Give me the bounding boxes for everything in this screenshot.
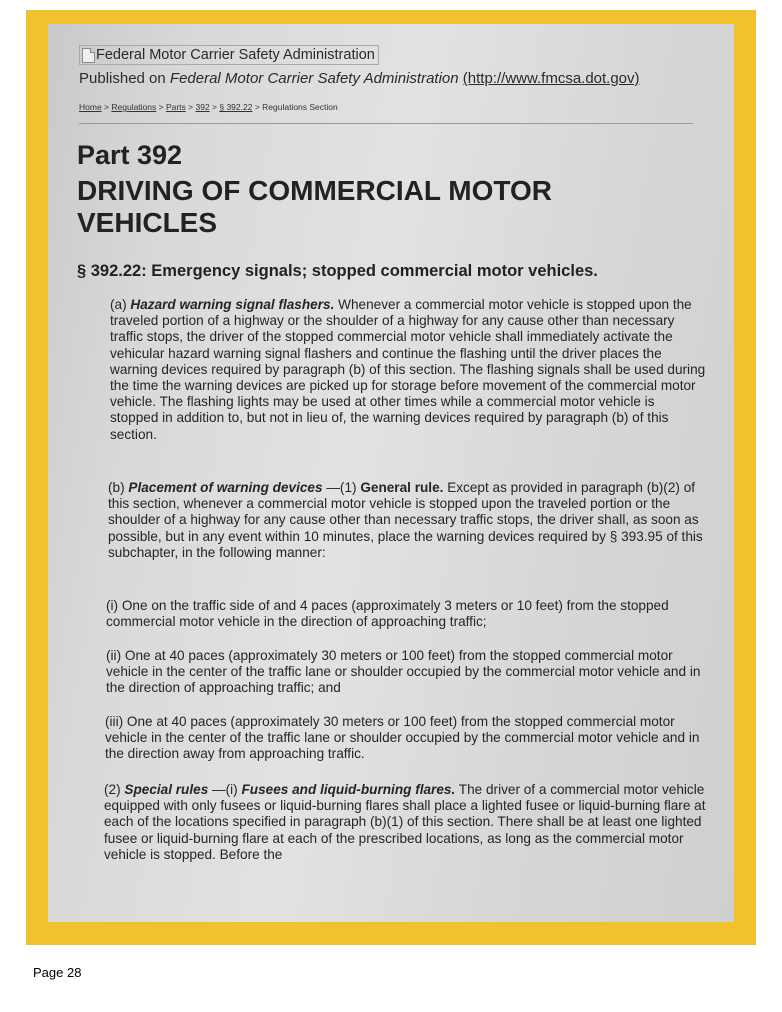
- paragraph-b2: [104, 782, 708, 863]
- paragraph-b-dash: —(1): [322, 480, 361, 495]
- published-site: Federal Motor Carrier Safety Administration: [169, 70, 459, 87]
- header-divider: [79, 123, 693, 124]
- paragraph-a: [110, 297, 706, 443]
- section-heading: § 392.22: Emergency signals; stopped commercial motor vehicles.: [77, 262, 598, 280]
- paragraph-b2-heading: Special rules: [124, 782, 209, 797]
- breadcrumb-separator: >: [252, 102, 263, 112]
- paragraph-b1-i: (i) One on the traffic side of and 4 paces (approximately 3 meters or 10 feet) from the stopped commercial motor vehicle in the direction of approaching traffic;: [106, 598, 669, 630]
- scanned-page: [48, 24, 734, 922]
- published-prefix: Published on: [79, 70, 170, 87]
- page-number: Page 28: [33, 965, 82, 980]
- agency-logo-image: [79, 45, 379, 65]
- paragraph-b2-prefix: (2): [104, 782, 125, 797]
- paragraph-b-prefix: (b): [108, 480, 129, 495]
- breadcrumb-current: Regulations Section: [262, 102, 338, 112]
- paragraph-b2-subheading: Fusees and liquid-burning flares.: [241, 782, 456, 797]
- paragraph-b2-text: The driver of a commercial motor vehicle equipped with only fusees or liquid-burning flares shall place a lighted fusee or liquid-burning flare at each of the locations specified in paragraph (b)(1) of this section. There shall be at least one lighted fusee or liquid-burning flare at each of the prescribed locations, as long as the commercial motor vehicle is stopped. Before the: [104, 782, 706, 862]
- logo-alt-text: Federal Motor Carrier Safety Administration: [96, 47, 375, 63]
- breadcrumb-home: Home: [79, 102, 102, 112]
- breadcrumb: [79, 102, 338, 112]
- paragraph-b-heading: Placement of warning devices: [128, 480, 323, 495]
- paragraph-b1-ii: (ii) One at 40 paces (approximately 30 meters or 100 feet) from the stopped commercial motor vehicle in the center of the traffic lane or shoulder occupied by the commercial motor vehicle and in the direction of approaching traffic; and: [106, 648, 701, 696]
- broken-image-icon: [82, 48, 95, 63]
- paragraph-b-subheading: General rule.: [360, 480, 444, 495]
- yellow-frame: [26, 10, 756, 945]
- paragraph-a-heading: Hazard warning signal flashers.: [130, 297, 335, 312]
- part-title: DRIVING OF COMMERCIAL MOTOR VEHICLES: [77, 175, 552, 238]
- breadcrumb-section: § 392.22: [219, 102, 253, 112]
- published-line: [79, 70, 640, 87]
- breadcrumb-parts: Parts: [165, 102, 186, 112]
- paragraph-b: [108, 480, 708, 561]
- paragraph-b1-iii: (iii) One at 40 paces (approximately 30 meters or 100 feet) from the stopped commercial motor vehicle in the center of the traffic lane or shoulder occupied by the commercial motor vehicle and in the direction away from approaching traffic.: [105, 714, 700, 762]
- breadcrumb-separator: >: [185, 102, 196, 112]
- breadcrumb-separator: >: [101, 102, 112, 112]
- part-number: Part 392: [77, 140, 183, 170]
- breadcrumb-separator: >: [209, 102, 220, 112]
- breadcrumb-regulations: Regulations: [111, 102, 157, 112]
- paragraph-b-text: Except as provided in paragraph (b)(2) of this section, whenever a commercial motor vehicle is stopped upon the traveled portion or the shoulder of a highway for any cause other than necessary traffic stops, the driver shall, as soon as possible, but in any event within 10 minutes, place the warning devices required by § 393.95 of this subchapter, in the following manner:: [108, 480, 703, 560]
- published-url: (http://www.fmcsa.dot.gov): [462, 70, 640, 87]
- breadcrumb-part-392: 392: [195, 102, 210, 112]
- paragraph-b2-dash: —(i): [208, 782, 242, 797]
- paragraph-a-text: Whenever a commercial motor vehicle is stopped upon the traveled portion of a highway or the shoulder of a highway for any cause other than necessary traffic stops, the driver of the stopped commercial motor vehicle shall immediately activate the vehicular hazard warning signal flashers and continue the flashing until the driver places the warning devices required by paragraph (b) of this section. The flashing signals shall be used during the time the warning devices are picked up for storage before movement of the commercial motor vehicle. The flashing lights may be used at other times while a commercial motor vehicle is stopped in addition to, but not in lieu of, the warning devices required by paragraph (b) of this section.: [110, 297, 706, 442]
- breadcrumb-separator: >: [156, 102, 166, 112]
- paragraph-a-prefix: (a): [110, 297, 131, 312]
